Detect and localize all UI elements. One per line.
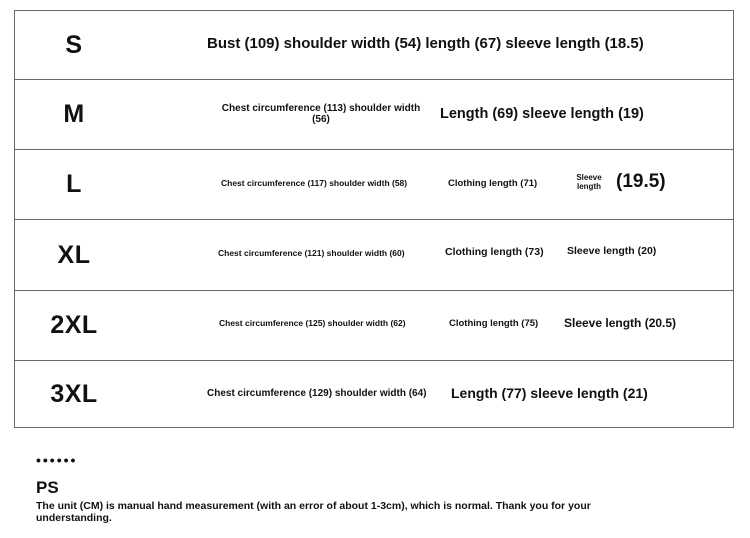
size-row-l <box>15 150 733 220</box>
length-sleeve-text: Length (69) sleeve length (19) <box>440 106 644 122</box>
ps-label: PS <box>36 478 59 497</box>
chest-shoulder-text: Chest circumference (121) shoulder width (60) <box>218 248 405 258</box>
size-label: 2XL <box>50 311 98 339</box>
sleeve-length-text: Sleeve length (20.5) <box>564 316 677 330</box>
clothing-length-text: Clothing length (73) <box>445 246 544 258</box>
size-label: XL <box>57 240 91 269</box>
size-row-3xl <box>15 361 733 427</box>
size-label: M <box>63 100 85 128</box>
chest-shoulder-text: Chest circumference (125) shoulder width (62) <box>219 318 406 328</box>
sleeve-length-value: (19.5) <box>616 171 666 192</box>
sleeve-length-text: Sleeve length (20) <box>567 245 657 257</box>
measurement-text: Bust (109) shoulder width (54) length (67) sleeve length (18.5) <box>207 35 644 52</box>
size-row-s <box>15 11 733 80</box>
chest-shoulder-text: Chest circumference (117) shoulder width (58) <box>221 178 408 188</box>
size-label: 3XL <box>50 379 98 408</box>
clothing-length-text: Clothing length (71) <box>448 178 538 189</box>
chest-shoulder-text: Chest circumference (129) shoulder width (64) <box>207 388 427 399</box>
length-sleeve-text: Length (77) sleeve length (21) <box>451 385 648 401</box>
sleeve-line-2: length <box>577 182 601 191</box>
size-label: L <box>66 170 82 198</box>
decorative-dots: •••••• <box>36 452 78 468</box>
sleeve-line-1: Sleeve <box>576 173 602 182</box>
size-chart-table <box>14 10 734 428</box>
chest-shoulder-line-1: Chest circumference (113) shoulder width <box>221 103 421 114</box>
chest-shoulder-line-2: (56) <box>312 114 330 125</box>
size-label: S <box>65 30 83 59</box>
clothing-length-text: Clothing length (75) <box>449 318 539 329</box>
measurement-note: The unit (CM) is manual hand measurement (with an error of about 1-3cm), which is normal. Thank you for your understanding. <box>36 500 591 524</box>
size-row-m <box>15 80 733 150</box>
sleeve-length-label <box>571 173 607 191</box>
size-row-xl <box>15 220 733 291</box>
size-row-2xl <box>15 291 733 361</box>
chest-shoulder-text <box>211 103 431 125</box>
